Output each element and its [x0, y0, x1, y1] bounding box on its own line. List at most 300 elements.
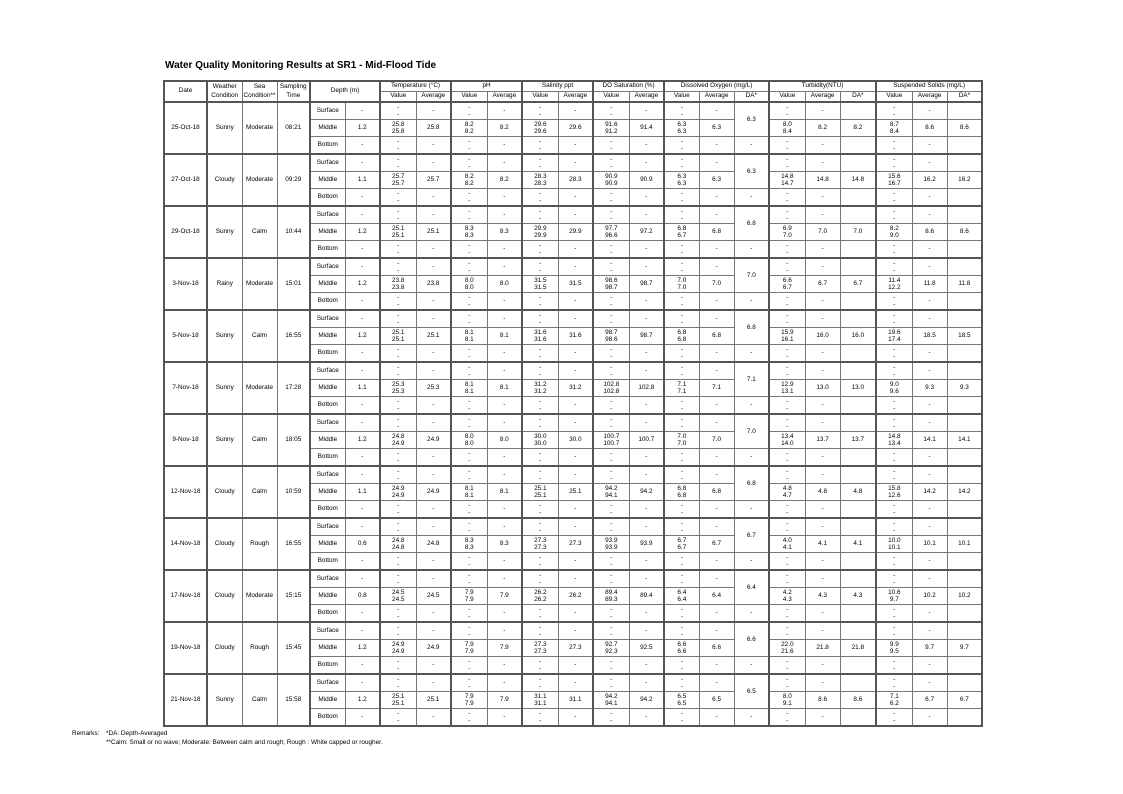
do-saturation-average: -	[629, 206, 664, 224]
turbidity-value	[769, 553, 805, 571]
date-cell: 29-Oct-18	[164, 206, 207, 258]
dash: -	[893, 319, 896, 326]
dash: -	[893, 657, 896, 665]
time-cell: 08:21	[277, 102, 310, 154]
suspended-solids-da	[947, 674, 982, 692]
suspended-solids-average: -	[912, 709, 947, 727]
dash: -	[680, 631, 683, 638]
suspended-solids-value	[876, 709, 912, 727]
dash: -	[893, 415, 896, 423]
dash: -	[786, 457, 789, 464]
ph-value-reading: 8.1	[464, 484, 474, 492]
dissolved-oxygen-value-reading: 7.1	[677, 380, 687, 388]
dissolved-oxygen-value-reading: 6.7	[677, 232, 687, 239]
dash: -	[468, 363, 471, 371]
temperature-value	[380, 640, 416, 657]
ph-average: -	[487, 102, 522, 120]
do-saturation-average: -	[629, 657, 664, 675]
turbidity-value-reading: 8.4	[782, 128, 792, 135]
dash: -	[397, 371, 400, 378]
do-saturation-average: 100.7	[629, 432, 664, 449]
header-date: Date	[164, 81, 207, 102]
turbidity-da: 4.1	[840, 536, 876, 553]
ph-average: -	[487, 605, 522, 623]
suspended-solids-da	[947, 709, 982, 727]
temperature-value	[380, 553, 416, 571]
turbidity-average: -	[805, 206, 840, 224]
do-saturation-average: 92.5	[629, 640, 664, 657]
dash: -	[610, 571, 613, 579]
dash: -	[786, 189, 789, 197]
subheader-value: Value	[522, 92, 558, 103]
dash: -	[680, 345, 683, 353]
header-temperature: Temperature (°C)	[380, 81, 451, 92]
ph-value	[451, 310, 487, 328]
ph-value	[451, 588, 487, 605]
dash: -	[893, 189, 896, 197]
dash: -	[610, 449, 613, 457]
do-saturation-average: -	[629, 553, 664, 571]
turbidity-da	[840, 310, 876, 328]
temperature-average: -	[416, 414, 451, 432]
ph-average: -	[487, 362, 522, 380]
temperature-average: -	[416, 241, 451, 259]
turbidity-value-reading: 21.6	[781, 648, 794, 655]
depth-label: Bottom	[310, 553, 345, 571]
dash: -	[468, 145, 471, 152]
ph-value	[451, 258, 487, 276]
depth-label: Middle	[310, 432, 345, 449]
temperature-average: 25.1	[416, 328, 451, 345]
dash: -	[680, 371, 683, 378]
salinity-value-reading: 31.1	[534, 692, 547, 700]
depth-value: -	[345, 345, 380, 363]
dash: -	[397, 103, 400, 111]
suspended-solids-average: -	[912, 362, 947, 380]
dash: -	[468, 137, 471, 145]
temperature-average: 25.8	[416, 120, 451, 137]
do-saturation-value-reading: 91.6	[605, 120, 618, 128]
dash: -	[893, 527, 896, 534]
do-saturation-value-reading: 98.7	[605, 284, 618, 291]
dash: -	[468, 631, 471, 638]
ph-average: 8.0	[487, 432, 522, 449]
ph-value-reading: 8.3	[464, 536, 474, 544]
dissolved-oxygen-value-reading: 7.0	[677, 284, 687, 291]
dash: -	[680, 259, 683, 267]
dissolved-oxygen-value	[664, 432, 699, 449]
depth-value: -	[345, 674, 380, 692]
turbidity-average: -	[805, 622, 840, 640]
dash: -	[397, 111, 400, 118]
do-saturation-average: -	[629, 709, 664, 727]
dash: -	[680, 665, 683, 672]
dissolved-oxygen-value	[664, 588, 699, 605]
temperature-average: -	[416, 258, 451, 276]
dash: -	[397, 415, 400, 423]
turbidity-average: -	[805, 466, 840, 484]
salinity-value-reading: 29.9	[534, 232, 547, 239]
table-row	[164, 570, 982, 588]
salinity-value	[522, 293, 558, 311]
temperature-value-reading: 25.1	[392, 328, 405, 336]
dash: -	[468, 579, 471, 586]
suspended-solids-average: -	[912, 449, 947, 467]
turbidity-average: -	[805, 310, 840, 328]
ph-value	[451, 605, 487, 623]
depth-label: Surface	[310, 154, 345, 172]
dash: -	[680, 683, 683, 690]
suspended-solids-average: 8.6	[912, 224, 947, 241]
dash: -	[397, 561, 400, 568]
salinity-average: 29.6	[558, 120, 593, 137]
dash: -	[539, 137, 542, 145]
dash: -	[786, 657, 789, 665]
dissolved-oxygen-average: -	[699, 293, 734, 311]
dash: -	[539, 111, 542, 118]
turbidity-average: 8.2	[805, 120, 840, 137]
do-saturation-average: 102.8	[629, 380, 664, 397]
ph-value-reading: 8.3	[464, 224, 474, 232]
dash: -	[786, 301, 789, 308]
do-saturation-value-reading: 94.1	[605, 700, 618, 707]
ph-value	[451, 553, 487, 571]
dash: -	[893, 145, 896, 152]
dash: -	[397, 405, 400, 412]
ph-value	[451, 172, 487, 189]
temperature-value	[380, 536, 416, 553]
dash: -	[610, 675, 613, 683]
weather-cell: Sunny	[207, 362, 242, 414]
salinity-value	[522, 640, 558, 657]
dissolved-oxygen-value-reading: 6.7	[677, 544, 687, 551]
dash: -	[680, 501, 683, 509]
dash: -	[786, 345, 789, 353]
dash: -	[893, 353, 896, 360]
dissolved-oxygen-da: -	[734, 449, 769, 467]
dash: -	[786, 423, 789, 430]
turbidity-value-reading: 4.8	[782, 484, 792, 492]
ph-average: -	[487, 466, 522, 484]
suspended-solids-da	[947, 137, 982, 155]
header-turbidity: Turbidity(NTU)	[769, 81, 876, 92]
dissolved-oxygen-average: -	[699, 362, 734, 380]
dash: -	[680, 145, 683, 152]
turbidity-value-reading: 16.1	[781, 336, 794, 343]
temperature-value	[380, 258, 416, 276]
dissolved-oxygen-da: 7.0	[734, 258, 769, 293]
ph-value-reading: 8.1	[464, 388, 474, 395]
sea-cell: Moderate	[242, 258, 277, 310]
dash: -	[610, 397, 613, 405]
do-saturation-value-reading: 98.7	[605, 328, 618, 336]
ph-value	[451, 362, 487, 380]
dissolved-oxygen-value	[664, 674, 699, 692]
depth-label: Middle	[310, 588, 345, 605]
do-saturation-value	[593, 588, 629, 605]
dash: -	[468, 553, 471, 561]
dash: -	[680, 457, 683, 464]
dash: -	[397, 197, 400, 204]
do-saturation-average: 94.2	[629, 692, 664, 709]
turbidity-average: 21.8	[805, 640, 840, 657]
temperature-value-reading: 25.1	[392, 336, 405, 343]
turbidity-average: 7.0	[805, 224, 840, 241]
turbidity-value	[769, 449, 805, 467]
dash: -	[397, 423, 400, 430]
turbidity-average: -	[805, 605, 840, 623]
dash: -	[610, 623, 613, 631]
dash: -	[680, 293, 683, 301]
dash: -	[468, 301, 471, 308]
depth-label: Bottom	[310, 345, 345, 363]
suspended-solids-da: 8.6	[947, 120, 982, 137]
dash: -	[786, 623, 789, 631]
dash: -	[397, 163, 400, 170]
temperature-value	[380, 709, 416, 727]
dash: -	[893, 553, 896, 561]
dash: -	[539, 527, 542, 534]
suspended-solids-average: 10.2	[912, 588, 947, 605]
do-saturation-value	[593, 102, 629, 120]
dash: -	[539, 397, 542, 405]
ph-average: -	[487, 674, 522, 692]
dash: -	[893, 241, 896, 249]
dissolved-oxygen-da: -	[734, 553, 769, 571]
do-saturation-value-reading: 102.8	[603, 380, 620, 388]
suspended-solids-da	[947, 605, 982, 623]
temperature-value	[380, 622, 416, 640]
suspended-solids-average: 9.3	[912, 380, 947, 397]
do-saturation-value	[593, 622, 629, 640]
temperature-value-reading: 24.9	[392, 492, 405, 499]
temperature-value-reading: 25.3	[392, 388, 405, 395]
depth-value: -	[345, 657, 380, 675]
depth-value: 1.2	[345, 432, 380, 449]
ph-value	[451, 206, 487, 224]
dissolved-oxygen-da: 6.5	[734, 674, 769, 709]
suspended-solids-average: 14.2	[912, 484, 947, 501]
dash: -	[610, 519, 613, 527]
dash: -	[610, 457, 613, 464]
dash: -	[893, 675, 896, 683]
dash: -	[397, 553, 400, 561]
suspended-solids-value	[876, 692, 912, 709]
salinity-value-reading: 25.1	[534, 484, 547, 492]
dash: -	[786, 467, 789, 475]
turbidity-da: 13.7	[840, 432, 876, 449]
ph-average: -	[487, 154, 522, 172]
dissolved-oxygen-value	[664, 484, 699, 501]
dash: -	[539, 467, 542, 475]
temperature-average: -	[416, 206, 451, 224]
dash: -	[539, 241, 542, 249]
dash: -	[539, 293, 542, 301]
time-cell: 09:29	[277, 154, 310, 206]
do-saturation-average: -	[629, 466, 664, 484]
turbidity-value	[769, 588, 805, 605]
dash: -	[539, 579, 542, 586]
ph-value	[451, 189, 487, 207]
do-saturation-average: -	[629, 345, 664, 363]
dissolved-oxygen-average: -	[699, 570, 734, 588]
do-saturation-average: -	[629, 189, 664, 207]
depth-value: 1.2	[345, 276, 380, 293]
dissolved-oxygen-da: 6.3	[734, 154, 769, 189]
dash: -	[680, 353, 683, 360]
dash: -	[468, 189, 471, 197]
turbidity-value-reading: 4.0	[782, 536, 792, 544]
suspended-solids-average: 9.7	[912, 640, 947, 657]
table-row	[164, 102, 982, 120]
dash: -	[397, 571, 400, 579]
depth-value: -	[345, 206, 380, 224]
turbidity-value	[769, 276, 805, 293]
temperature-value-reading: 23.8	[392, 276, 405, 284]
dash: -	[680, 405, 683, 412]
salinity-value	[522, 536, 558, 553]
depth-label: Surface	[310, 258, 345, 276]
dash: -	[786, 613, 789, 620]
dash: -	[680, 137, 683, 145]
turbidity-value	[769, 466, 805, 484]
dash: -	[468, 415, 471, 423]
dash: -	[893, 249, 896, 256]
dash: -	[468, 509, 471, 516]
dissolved-oxygen-value	[664, 657, 699, 675]
dash: -	[539, 163, 542, 170]
turbidity-da	[840, 657, 876, 675]
dash: -	[610, 509, 613, 516]
ph-average: 7.9	[487, 640, 522, 657]
salinity-value-reading: 31.2	[534, 380, 547, 388]
dissolved-oxygen-value	[664, 102, 699, 120]
dash: -	[893, 293, 896, 301]
dissolved-oxygen-average: 6.8	[699, 484, 734, 501]
turbidity-value	[769, 310, 805, 328]
temperature-average: -	[416, 345, 451, 363]
depth-value: -	[345, 258, 380, 276]
dissolved-oxygen-value	[664, 293, 699, 311]
turbidity-average: -	[805, 189, 840, 207]
turbidity-value-reading: 14.7	[781, 180, 794, 187]
salinity-value	[522, 154, 558, 172]
turbidity-da	[840, 258, 876, 276]
salinity-average: -	[558, 137, 593, 155]
salinity-value	[522, 692, 558, 709]
temperature-value-reading: 24.9	[392, 484, 405, 492]
do-saturation-average: -	[629, 154, 664, 172]
suspended-solids-da	[947, 206, 982, 224]
dash: -	[397, 527, 400, 534]
subheader-average: Average	[416, 92, 451, 103]
dissolved-oxygen-da: -	[734, 293, 769, 311]
dash: -	[539, 363, 542, 371]
dash: -	[786, 675, 789, 683]
dash: -	[610, 189, 613, 197]
temperature-value	[380, 605, 416, 623]
temperature-value	[380, 362, 416, 380]
dash: -	[397, 519, 400, 527]
subheader-average: Average	[699, 92, 734, 103]
suspended-solids-value-reading: 9.0	[889, 380, 899, 388]
dissolved-oxygen-value	[664, 449, 699, 467]
suspended-solids-da	[947, 501, 982, 519]
do-saturation-average: 98.7	[629, 328, 664, 345]
dash: -	[786, 111, 789, 118]
do-saturation-average: -	[629, 622, 664, 640]
subheader-da: DA*	[734, 92, 769, 103]
do-saturation-average: -	[629, 570, 664, 588]
turbidity-average: -	[805, 258, 840, 276]
dissolved-oxygen-average: 6.8	[699, 328, 734, 345]
turbidity-average: -	[805, 518, 840, 536]
turbidity-value	[769, 657, 805, 675]
temperature-value	[380, 432, 416, 449]
dissolved-oxygen-value-reading: 6.6	[677, 640, 687, 648]
dissolved-oxygen-value	[664, 362, 699, 380]
ph-value-reading: 8.3	[464, 544, 474, 551]
temperature-value	[380, 449, 416, 467]
salinity-value	[522, 206, 558, 224]
temperature-value	[380, 154, 416, 172]
suspended-solids-value-reading: 12.2	[888, 284, 901, 291]
turbidity-da: 4.3	[840, 588, 876, 605]
dash: -	[539, 509, 542, 516]
salinity-value	[522, 570, 558, 588]
ph-value	[451, 345, 487, 363]
dash: -	[680, 605, 683, 613]
dissolved-oxygen-da: -	[734, 657, 769, 675]
do-saturation-average: -	[629, 258, 664, 276]
turbidity-value	[769, 362, 805, 380]
suspended-solids-average: -	[912, 137, 947, 155]
salinity-value	[522, 449, 558, 467]
temperature-value-reading: 24.8	[392, 544, 405, 551]
dash: -	[680, 717, 683, 724]
dash: -	[539, 249, 542, 256]
suspended-solids-average: -	[912, 310, 947, 328]
suspended-solids-value	[876, 640, 912, 657]
suspended-solids-value	[876, 536, 912, 553]
dash: -	[786, 197, 789, 204]
depth-label: Bottom	[310, 241, 345, 259]
temperature-value-reading: 25.1	[392, 692, 405, 700]
ph-average: -	[487, 137, 522, 155]
ph-average: -	[487, 241, 522, 259]
dash: -	[610, 293, 613, 301]
dissolved-oxygen-da: 6.8	[734, 466, 769, 501]
turbidity-average: -	[805, 397, 840, 415]
time-cell: 16:55	[277, 310, 310, 362]
do-saturation-value	[593, 709, 629, 727]
dash: -	[468, 345, 471, 353]
turbidity-da	[840, 293, 876, 311]
dissolved-oxygen-value	[664, 640, 699, 657]
dash: -	[893, 215, 896, 222]
turbidity-average: 16.0	[805, 328, 840, 345]
do-saturation-value	[593, 154, 629, 172]
depth-label: Surface	[310, 674, 345, 692]
dash: -	[680, 527, 683, 534]
ph-average: 8.1	[487, 484, 522, 501]
dissolved-oxygen-average: -	[699, 501, 734, 519]
temperature-average: -	[416, 293, 451, 311]
suspended-solids-da: 9.7	[947, 640, 982, 657]
page-title: Water Quality Monitoring Results at SR1 - Mid-Flood Tide	[165, 60, 437, 71]
dissolved-oxygen-value-reading: 6.5	[677, 700, 687, 707]
dash: -	[893, 163, 896, 170]
